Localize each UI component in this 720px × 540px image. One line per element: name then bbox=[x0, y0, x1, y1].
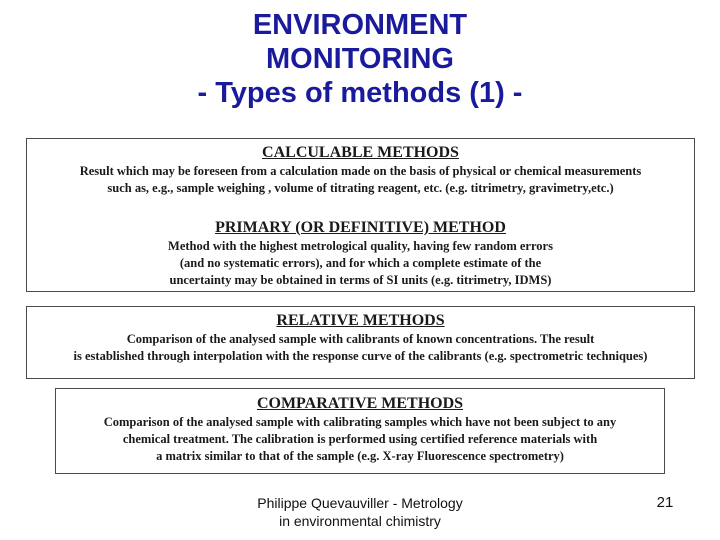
description-line: Method with the highest metrological quality, having few random errors bbox=[168, 239, 553, 253]
footer-line-2: in environmental chimistry bbox=[279, 513, 441, 529]
primary-method-description bbox=[27, 238, 694, 289]
calculable-methods-box bbox=[26, 138, 695, 211]
page-number: 21 bbox=[656, 494, 674, 511]
title-line-3: - Types of methods (1) - bbox=[197, 77, 523, 109]
footer-author bbox=[225, 494, 495, 530]
comparative-methods-box bbox=[55, 388, 665, 474]
description-line: Result which may be foreseen from a calculation made on the basis of physical or chemical measurements bbox=[79, 164, 642, 178]
description-line: Comparison of the analysed sample with calibrants of known concentrations. The result bbox=[126, 332, 595, 346]
comparative-methods-description bbox=[56, 414, 664, 465]
description-line: Comparison of the analysed sample with calibrating samples which have not been subject to any bbox=[103, 415, 617, 429]
description-line: (and no systematic errors), and for which a complete estimate of the bbox=[179, 256, 542, 270]
footer-line-1: Philippe Quevauviller - Metrology bbox=[257, 495, 463, 511]
primary-method-heading: PRIMARY (OR DEFINITIVE) METHOD bbox=[215, 219, 506, 236]
description-line: uncertainty may be obtained in terms of SI units (e.g. titrimetry, IDMS) bbox=[169, 273, 552, 287]
relative-methods-box bbox=[26, 306, 695, 379]
calculable-methods-heading: CALCULABLE METHODS bbox=[262, 144, 459, 161]
description-line: is established through interpolation with the response curve of the calibrants (e.g. spectrometric techniques) bbox=[73, 349, 648, 363]
slide-title bbox=[0, 8, 720, 110]
calculable-methods-description bbox=[27, 163, 694, 197]
description-line: such as, e.g., sample weighing , volume of titrating reagent, etc. (e.g. titrimetry, gravimetry,etc.) bbox=[107, 181, 614, 195]
title-line-2: MONITORING bbox=[266, 43, 454, 75]
relative-methods-description bbox=[27, 331, 694, 365]
relative-methods-heading: RELATIVE METHODS bbox=[276, 312, 445, 329]
primary-method-box bbox=[26, 211, 695, 292]
title-line-1: ENVIRONMENT bbox=[252, 9, 468, 41]
comparative-methods-heading: COMPARATIVE METHODS bbox=[256, 395, 464, 412]
description-line: chemical treatment. The calibration is performed using certified reference materials with bbox=[122, 432, 598, 446]
description-line: a matrix similar to that of the sample (e.g. X-ray Fluorescence spectrometry) bbox=[156, 449, 564, 463]
